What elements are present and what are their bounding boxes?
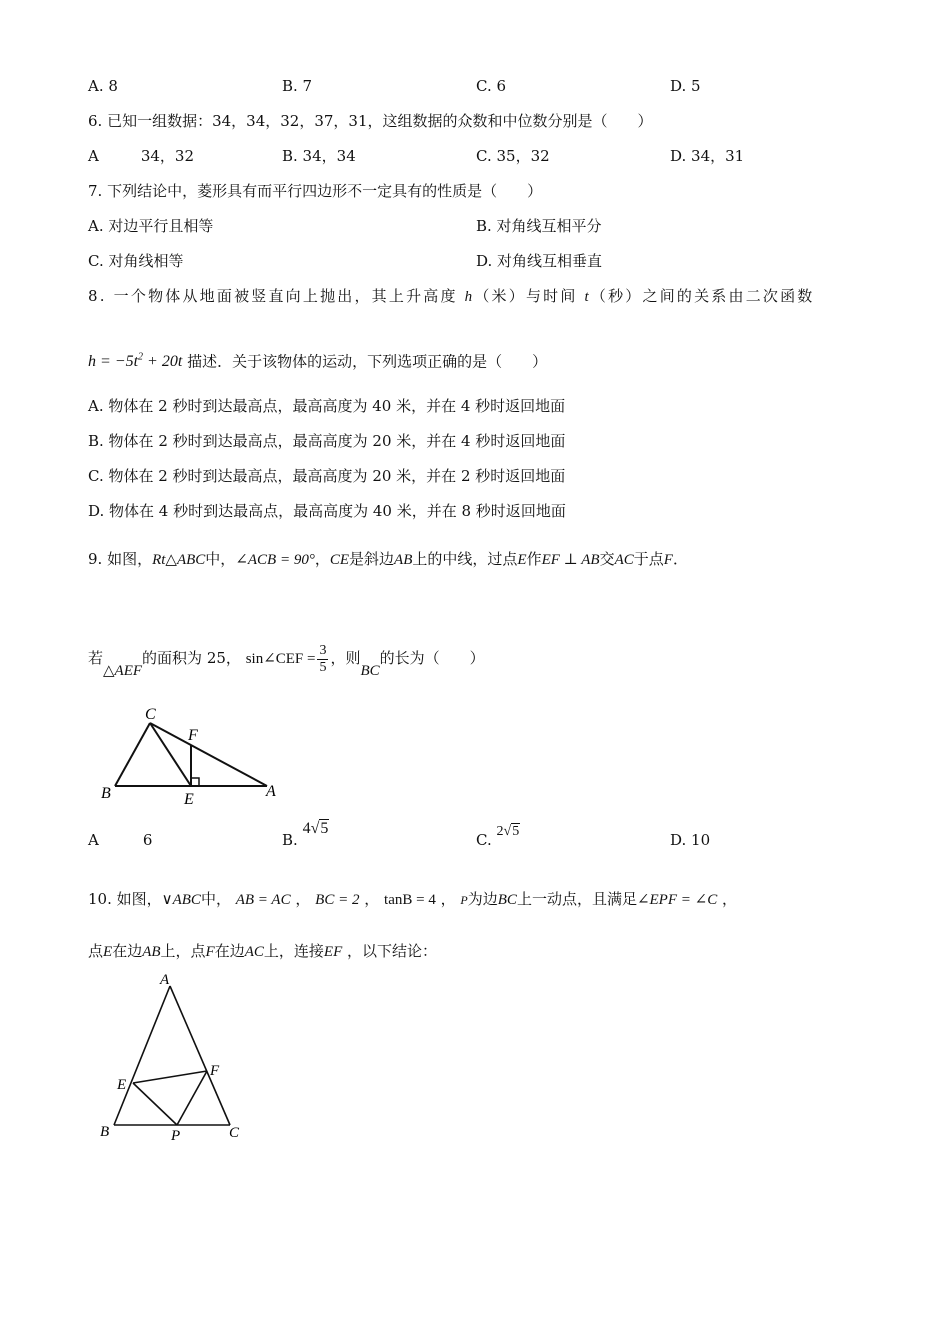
q10-l2-t3: 上，点 <box>160 942 206 960</box>
q8-formula-rhs: + 20t <box>143 353 183 371</box>
q8-text-2: （米）与时间 <box>474 287 578 305</box>
q10-t2: 中， <box>200 890 231 908</box>
q9-l2-m1: △AEF <box>103 663 143 679</box>
q9-m8: F <box>663 552 673 568</box>
q10-l2-t1: 点 <box>88 942 104 960</box>
q9-t3: ， <box>314 550 330 568</box>
q9-option-d: D. 10 <box>670 831 711 849</box>
q6-stem: 6. 已知一组数据：34，34，32，37，31，这组数据的众数和中位数分别是（ ） <box>88 112 653 130</box>
q9-m1: Rt△ABC <box>152 552 206 568</box>
q10-l2-t6: ，以下结论： <box>347 942 438 960</box>
q10-t7: 上一动点，且满足 <box>516 890 637 908</box>
q10-segment-pf <box>177 1071 207 1125</box>
q9-option-b-coef: 4 <box>302 820 311 837</box>
q8-text-1: 8. 一个物体从地面被竖直向上抛出，其上升高度 <box>88 287 458 305</box>
q9-t4: 是斜边 <box>349 550 395 568</box>
q9-option-a <box>88 830 152 850</box>
q9-option-c-coef: 2 <box>496 824 504 839</box>
q8-text-3: （秒）之间的关系由二次函数 <box>590 287 815 305</box>
q9-l2-t2: 的面积为 25， <box>142 649 241 667</box>
q10-segment-ab <box>114 986 170 1125</box>
q10-t6: 为边 <box>467 890 498 908</box>
q10-figure <box>95 968 255 1148</box>
q7-option-d: D. 对角线互相垂直 <box>476 252 603 270</box>
q10-l2-t4: 在边 <box>214 942 245 960</box>
q10-l2-m5: EF <box>323 944 343 960</box>
q10-l2-t2: 在边 <box>112 942 143 960</box>
q9-option-b-radicand: 5 <box>320 820 329 837</box>
q10-label-b: B <box>100 1124 110 1140</box>
q9-label-f: F <box>188 727 198 744</box>
q10-stem-line2 <box>88 941 437 962</box>
q10-t1: 10. 如图， <box>88 890 162 908</box>
q10-m5: P <box>460 893 468 907</box>
q9-l2-m2: BC <box>360 663 380 679</box>
q10-t5: ， <box>440 890 456 908</box>
q10-segment-ef <box>133 1071 207 1083</box>
q10-l2-m3: F <box>205 944 215 960</box>
q5-option-d: D. 5 <box>670 77 701 95</box>
q10-label-c: C <box>229 1125 240 1141</box>
q9-fraction-numerator: 3 <box>319 642 327 658</box>
q9-m6: EF ⊥ AB <box>541 552 600 568</box>
q10-m2: AB = AC <box>235 892 291 908</box>
q10-t4: ， <box>364 890 380 908</box>
q9-option-c-letter: C. <box>476 831 492 849</box>
q9-option-b-value: 4√5 <box>302 820 329 837</box>
q10-m7: ∠EPF = ∠C <box>636 892 718 908</box>
q6-option-a-letter: A <box>88 147 99 165</box>
q9-t1: 9. 如图， <box>88 550 153 568</box>
q9-m3: CE <box>329 552 350 568</box>
q10-l2-m4: AC <box>244 944 264 960</box>
q6-option-d: D. 34，31 <box>670 147 745 165</box>
q10-m4: tanB = 4 <box>384 892 436 908</box>
q9-l2-t1: 若 <box>88 649 104 667</box>
q10-m3: BC = 2 <box>315 892 360 908</box>
q10-m1: ∨ABC <box>161 892 201 908</box>
q9-option-b-letter: B. <box>282 831 298 849</box>
q9-label-e: E <box>184 791 194 808</box>
q9-m2: ∠ACB = 90° <box>235 552 315 568</box>
q9-stem-line1 <box>88 549 688 570</box>
q9-t6: 作 <box>526 550 542 568</box>
q8-stem-line1 <box>88 286 815 307</box>
q9-t9: ． <box>672 550 688 568</box>
q7-option-b: B. 对角线互相平分 <box>476 217 602 235</box>
q5-option-b: B. 7 <box>282 77 313 95</box>
q10-label-e: E <box>117 1077 127 1093</box>
q9-fraction <box>317 643 328 676</box>
q9-figure <box>95 700 295 812</box>
q9-stem-line2 <box>88 640 485 689</box>
q8-text-4: 描述．关于该物体的运动，下列选项正确的是（ ） <box>187 352 548 371</box>
q6-option-c: C. 35，32 <box>476 147 550 165</box>
q9-t2: 中， <box>205 550 236 568</box>
q9-segment-bc <box>115 723 150 786</box>
q6-option-b: B. 34，34 <box>282 147 356 165</box>
q5-option-a: A. 8 <box>88 77 118 95</box>
q9-l2-t4: 的长为（ ） <box>379 649 485 667</box>
q9-option-a-letter: A <box>88 831 99 849</box>
q9-option-b <box>282 820 329 851</box>
q8-option-b: B. 物体在 2 秒时到达最高点，最高高度为 20 米，并在 4 秒时返回地面 <box>88 432 566 450</box>
q7-option-c: C. 对角线相等 <box>88 252 184 270</box>
q10-stem-line1 <box>88 889 737 910</box>
q9-t8: 于点 <box>633 550 664 568</box>
q10-label-p: P <box>171 1128 181 1144</box>
q7-option-a: A. 对边平行且相等 <box>88 217 214 235</box>
q9-l2-t3: ，则 <box>330 649 361 667</box>
q10-l2-t5: 上，连接 <box>263 942 324 960</box>
q9-label-c: C <box>145 706 156 723</box>
q9-t5: 上的中线，过点 <box>412 550 518 568</box>
q9-segment-ca <box>150 723 267 786</box>
q10-segment-ac <box>170 986 230 1125</box>
q9-option-a-text: 6 <box>142 831 153 849</box>
q9-m7: AC <box>614 552 634 568</box>
q9-option-c <box>476 824 520 852</box>
q9-right-angle-mark <box>191 778 199 786</box>
q9-m5: E <box>517 552 527 568</box>
q9-segment-ce <box>150 723 191 786</box>
q8-formula <box>88 353 182 370</box>
q9-t7: 交 <box>599 550 615 568</box>
q8-option-c: C. 物体在 2 秒时到达最高点，最高高度为 20 米，并在 2 秒时返回地面 <box>88 467 566 485</box>
q10-l2-m2: AB <box>142 944 161 960</box>
q10-label-a: A <box>160 972 170 988</box>
q9-sin-expression: sin∠CEF = <box>245 651 316 667</box>
q9-label-a: A <box>266 783 276 800</box>
q10-t3: ， <box>295 890 311 908</box>
q9-label-b: B <box>101 785 111 802</box>
q10-segment-ep <box>133 1083 177 1125</box>
q10-t8: ， <box>722 890 738 908</box>
q6-option-a-text: 34，32 <box>140 147 195 165</box>
q7-stem: 7. 下列结论中，菱形具有而平行四边形不一定具有的性质是（ ） <box>88 182 543 200</box>
q8-var-t: t <box>584 289 591 305</box>
q8-formula-exponent: 2 <box>138 352 144 363</box>
q10-label-f: F <box>210 1063 220 1079</box>
q8-option-d: D. 物体在 4 秒时到达最高点，最高高度为 40 米，并在 8 秒时返回地面 <box>88 502 566 520</box>
q5-option-c: C. 6 <box>476 77 507 95</box>
q9-option-c-value: 2√5 <box>496 824 520 839</box>
q10-m6: BC <box>497 892 517 908</box>
q9-fraction-denominator: 5 <box>319 659 327 675</box>
q6-option-a <box>88 146 194 166</box>
q8-option-a: A. 物体在 2 秒时到达最高点，最高高度为 40 米，并在 4 秒时返回地面 <box>88 397 566 415</box>
q9-m4: AB <box>394 552 413 568</box>
q8-stem-line2 <box>88 348 547 372</box>
q10-l2-m1: E <box>103 944 113 960</box>
q9-option-c-radicand: 5 <box>512 824 520 839</box>
q8-var-h: h <box>464 289 475 305</box>
q8-formula-lhs: h = −5t <box>88 353 139 371</box>
